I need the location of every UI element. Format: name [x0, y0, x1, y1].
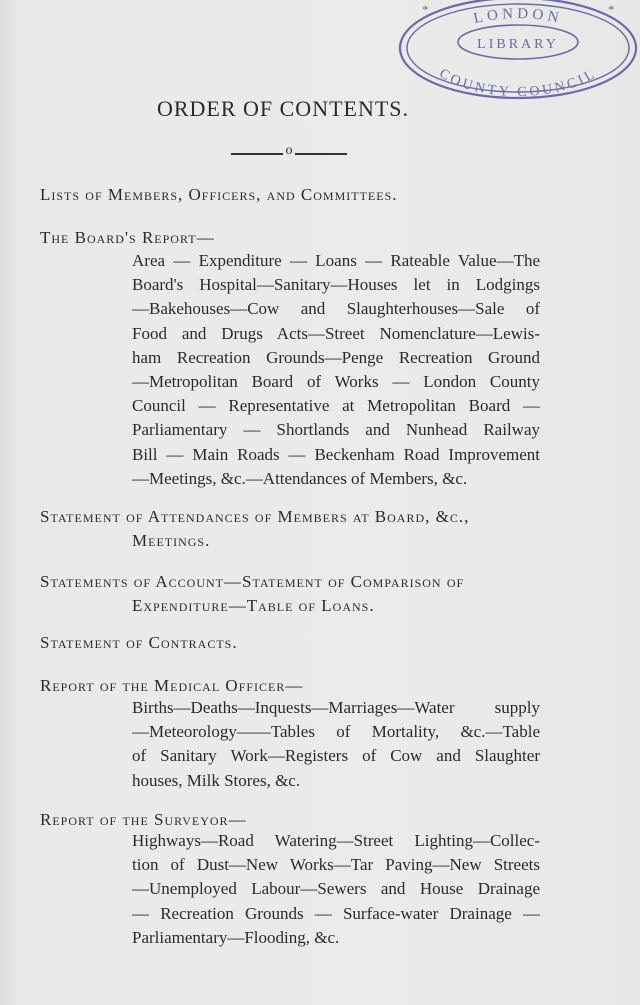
medical-line: —Meteorology——Tables of Mortality, &c.—Table	[132, 722, 540, 742]
medical-line: houses, Milk Stores, &c.	[132, 770, 301, 790]
boards-report-line: —Meetings, &c.—Attendances of Members, &c.	[132, 468, 468, 488]
stamp-top-text: LONDON	[472, 6, 564, 28]
heading-attendances-line1: Statement of Attendances of Members at Board, &c.,	[40, 507, 470, 526]
heading-accounts	[40, 570, 560, 618]
medical-line: Births—Deaths—Inquests—Marriages—Water supply	[132, 698, 540, 717]
surveyor-line: tion of Dust—New Works—Tar Paving—New Streets	[132, 855, 540, 875]
boards-report-line: ham Recreation Grounds—Penge Recreation Ground	[132, 347, 540, 367]
surveyor-body	[132, 829, 540, 950]
ornament-mark: o	[285, 143, 293, 158]
medical-line: of Sanitary Work—Registers of Cow and Slaughter	[132, 746, 540, 766]
heading-surveyor: Report of the Surveyor—	[40, 810, 247, 829]
surveyor-line: —Unemployed Labour—Sewers and House Drainage	[132, 879, 540, 899]
boards-report-line: Parliamentary — Shortlands and Nunhead Railway	[132, 420, 540, 440]
library-stamp	[394, 0, 640, 104]
surveyor-line: — Recreation Grounds — Surface-water Drainage —	[132, 903, 540, 923]
page-title: ORDER OF CONTENTS.	[156, 96, 410, 121]
medical-body	[132, 696, 540, 793]
stamp-center-text: LIBRARY	[477, 37, 559, 52]
heading-accounts-line2: Expenditure—Table of Loans.	[132, 596, 375, 615]
boards-report-line: Council — Representative at Metropolitan Board —	[132, 396, 540, 416]
svg-text:*: *	[608, 2, 615, 17]
surveyor-line: Highways—Road Watering—Street Lighting—Collec-	[132, 831, 540, 850]
heading-lists: Lists of Members, Officers, and Committees.	[40, 185, 398, 204]
surveyor-line: Parliamentary—Flooding, &c.	[132, 927, 340, 947]
heading-attendances	[40, 505, 560, 553]
boards-report-line: Bill — Main Roads — Beckenham Road Improvement	[132, 444, 540, 464]
svg-text:*: *	[422, 2, 429, 17]
heading-medical: Report of the Medical Officer—	[40, 676, 304, 695]
boards-report-body	[132, 249, 540, 491]
boards-report-line: Area — Expenditure — Loans — Rateable Value—The	[132, 251, 540, 270]
boards-report-line: —Bakehouses—Cow and Slaughterhouses—Sale of	[132, 299, 540, 319]
boards-report-line: Food and Drugs Acts—Street Nomenclature—Lewis-	[132, 323, 540, 343]
heading-attendances-line2: Meetings.	[132, 531, 211, 550]
boards-report-line: Board's Hospital—Sanitary—Houses let in Lodgings	[132, 275, 540, 295]
heading-boards-report: The Board's Report—	[40, 228, 215, 247]
stamp-bottom-text: COUNTY COUNCIL	[436, 66, 600, 101]
svg-text:LONDON	[472, 6, 564, 27]
boards-report-line: —Metropolitan Board of Works — London County	[132, 372, 540, 392]
heading-contracts: Statement of Contracts.	[40, 633, 238, 652]
heading-accounts-line1: Statements of Account—Statement of Comparison of	[40, 572, 465, 591]
title-ornament	[231, 144, 347, 164]
